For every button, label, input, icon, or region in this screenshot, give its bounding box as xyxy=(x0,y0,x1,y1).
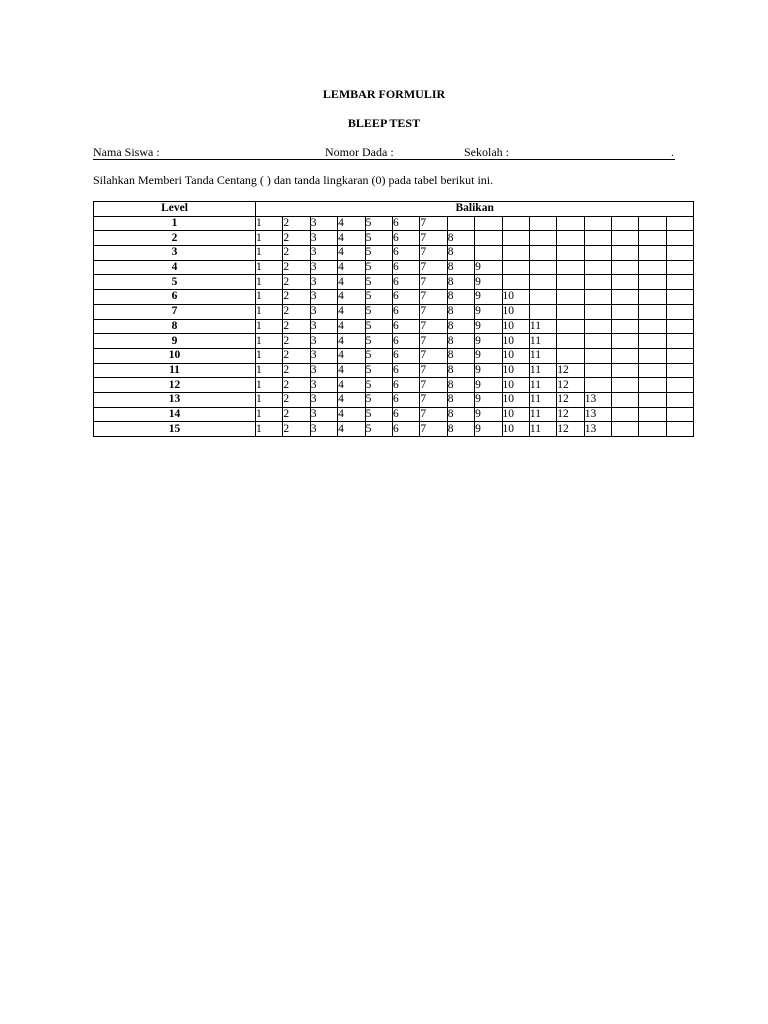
balikan-header: Balikan xyxy=(256,202,694,217)
shuttle-cell[interactable]: 9 xyxy=(475,422,502,437)
shuttle-cell[interactable]: 5 xyxy=(365,231,392,246)
empty-cell[interactable] xyxy=(666,231,694,246)
shuttle-cell[interactable]: 1 xyxy=(256,216,283,231)
empty-cell[interactable] xyxy=(612,260,639,275)
shuttle-cell[interactable]: 9 xyxy=(475,378,502,393)
empty-cell[interactable] xyxy=(666,216,694,231)
shuttle-cell[interactable]: 8 xyxy=(447,246,474,261)
table-row xyxy=(94,348,694,363)
shuttle-cell[interactable]: 10 xyxy=(502,334,529,349)
empty-cell[interactable] xyxy=(639,319,666,334)
empty-cell[interactable] xyxy=(584,246,611,261)
shuttle-cell[interactable]: 9 xyxy=(475,348,502,363)
empty-cell[interactable] xyxy=(612,231,639,246)
shuttle-cell[interactable]: 3 xyxy=(310,363,337,378)
empty-cell[interactable] xyxy=(666,422,694,437)
shuttle-cell[interactable]: 13 xyxy=(584,422,611,437)
shuttle-cell[interactable]: 2 xyxy=(283,348,310,363)
shuttle-cell[interactable]: 4 xyxy=(338,363,365,378)
empty-cell[interactable] xyxy=(584,275,611,290)
shuttle-cell[interactable]: 4 xyxy=(338,290,365,305)
empty-cell[interactable] xyxy=(612,348,639,363)
empty-cell[interactable] xyxy=(639,246,666,261)
level-cell: 10 xyxy=(94,348,256,363)
shuttle-cell[interactable]: 12 xyxy=(557,407,584,422)
shuttle-cell[interactable]: 5 xyxy=(365,392,392,407)
shuttle-cell[interactable]: 3 xyxy=(310,304,337,319)
shuttle-cell[interactable]: 6 xyxy=(392,392,419,407)
shuttle-cell[interactable]: 11 xyxy=(529,363,556,378)
shuttle-cell[interactable]: 5 xyxy=(365,363,392,378)
shuttle-cell[interactable]: 9 xyxy=(475,304,502,319)
shuttle-cell[interactable]: 8 xyxy=(447,348,474,363)
empty-cell[interactable] xyxy=(612,319,639,334)
shuttle-cell[interactable]: 9 xyxy=(475,363,502,378)
shuttle-cell[interactable]: 8 xyxy=(447,231,474,246)
empty-cell[interactable] xyxy=(612,334,639,349)
empty-cell[interactable] xyxy=(639,407,666,422)
shuttle-cell[interactable]: 2 xyxy=(283,392,310,407)
shuttle-cell[interactable]: 2 xyxy=(283,246,310,261)
shuttle-cell[interactable]: 10 xyxy=(502,319,529,334)
empty-cell[interactable] xyxy=(584,231,611,246)
empty-cell[interactable] xyxy=(666,407,694,422)
shuttle-cell[interactable]: 7 xyxy=(420,260,447,275)
empty-cell[interactable] xyxy=(639,378,666,393)
table-row xyxy=(94,334,694,349)
empty-cell[interactable] xyxy=(612,275,639,290)
shuttle-cell[interactable]: 6 xyxy=(392,275,419,290)
shuttle-cell[interactable]: 1 xyxy=(256,378,283,393)
empty-cell[interactable] xyxy=(639,260,666,275)
empty-cell[interactable] xyxy=(666,260,694,275)
shuttle-cell[interactable]: 8 xyxy=(447,304,474,319)
empty-cell[interactable] xyxy=(639,231,666,246)
level-cell: 4 xyxy=(94,260,256,275)
form-title: LEMBAR FORMULIR xyxy=(322,87,446,101)
shuttle-cell[interactable]: 12 xyxy=(557,422,584,437)
shuttle-cell[interactable]: 9 xyxy=(475,319,502,334)
empty-cell[interactable] xyxy=(447,216,474,231)
empty-cell[interactable] xyxy=(666,334,694,349)
level-cell: 8 xyxy=(94,319,256,334)
level-header: Level xyxy=(94,202,256,217)
empty-cell[interactable] xyxy=(529,216,556,231)
empty-cell[interactable] xyxy=(557,319,584,334)
empty-cell[interactable] xyxy=(612,290,639,305)
shuttle-cell[interactable]: 10 xyxy=(502,363,529,378)
empty-cell[interactable] xyxy=(475,216,502,231)
shuttle-cell[interactable]: 6 xyxy=(392,260,419,275)
shuttle-cell[interactable]: 13 xyxy=(584,392,611,407)
shuttle-cell[interactable]: 9 xyxy=(475,407,502,422)
empty-cell[interactable] xyxy=(666,275,694,290)
empty-cell[interactable] xyxy=(639,275,666,290)
empty-cell[interactable] xyxy=(502,216,529,231)
shuttle-cell[interactable]: 12 xyxy=(557,392,584,407)
empty-cell[interactable] xyxy=(502,246,529,261)
shuttle-cell[interactable]: 6 xyxy=(392,246,419,261)
shuttle-cell[interactable]: 8 xyxy=(447,392,474,407)
level-cell: 5 xyxy=(94,275,256,290)
shuttle-cell[interactable]: 6 xyxy=(392,422,419,437)
shuttle-cell[interactable]: 1 xyxy=(256,319,283,334)
shuttle-cell[interactable]: 11 xyxy=(529,319,556,334)
shuttle-cell[interactable]: 2 xyxy=(283,216,310,231)
shuttle-cell[interactable]: 1 xyxy=(256,422,283,437)
shuttle-cell[interactable]: 11 xyxy=(529,392,556,407)
shuttle-cell[interactable]: 10 xyxy=(502,422,529,437)
shuttle-cell[interactable]: 5 xyxy=(365,319,392,334)
shuttle-cell[interactable]: 1 xyxy=(256,334,283,349)
shuttle-cell[interactable]: 2 xyxy=(283,275,310,290)
empty-cell[interactable] xyxy=(612,378,639,393)
empty-cell[interactable] xyxy=(612,422,639,437)
shuttle-cell[interactable]: 3 xyxy=(310,378,337,393)
empty-cell[interactable] xyxy=(502,231,529,246)
shuttle-cell[interactable]: 8 xyxy=(447,275,474,290)
table-row xyxy=(94,260,694,275)
shuttle-cell[interactable]: 10 xyxy=(502,290,529,305)
empty-cell[interactable] xyxy=(666,246,694,261)
shuttle-cell[interactable]: 4 xyxy=(338,246,365,261)
shuttle-cell[interactable]: 7 xyxy=(420,378,447,393)
shuttle-cell[interactable]: 1 xyxy=(256,275,283,290)
shuttle-cell[interactable]: 7 xyxy=(420,363,447,378)
level-cell: 15 xyxy=(94,422,256,437)
shuttle-cell[interactable]: 6 xyxy=(392,290,419,305)
shuttle-cell[interactable]: 5 xyxy=(365,246,392,261)
shuttle-cell[interactable]: 10 xyxy=(502,392,529,407)
empty-cell[interactable] xyxy=(502,275,529,290)
shuttle-cell[interactable]: 8 xyxy=(447,290,474,305)
empty-cell[interactable] xyxy=(529,275,556,290)
level-cell: 1 xyxy=(94,216,256,231)
empty-cell[interactable] xyxy=(666,378,694,393)
shuttle-cell[interactable]: 10 xyxy=(502,304,529,319)
level-cell: 14 xyxy=(94,407,256,422)
shuttle-cell[interactable]: 3 xyxy=(310,407,337,422)
shuttle-cell[interactable]: 2 xyxy=(283,290,310,305)
shuttle-cell[interactable]: 9 xyxy=(475,392,502,407)
table-row xyxy=(94,378,694,393)
shuttle-cell[interactable]: 3 xyxy=(310,275,337,290)
empty-cell[interactable] xyxy=(557,231,584,246)
table-row xyxy=(94,231,694,246)
empty-cell[interactable] xyxy=(557,260,584,275)
shuttle-cell[interactable]: 5 xyxy=(365,290,392,305)
empty-cell[interactable] xyxy=(612,216,639,231)
empty-cell[interactable] xyxy=(557,246,584,261)
shuttle-cell[interactable]: 7 xyxy=(420,231,447,246)
shuttle-cell[interactable]: 4 xyxy=(338,319,365,334)
table-row xyxy=(94,246,694,261)
empty-cell[interactable] xyxy=(612,246,639,261)
table-row xyxy=(94,290,694,305)
shuttle-cell[interactable]: 11 xyxy=(529,422,556,437)
nama-siswa-label: Nama Siswa : xyxy=(93,145,160,159)
shuttle-cell[interactable]: 4 xyxy=(338,407,365,422)
empty-cell[interactable] xyxy=(666,290,694,305)
shuttle-cell[interactable]: 1 xyxy=(256,363,283,378)
shuttle-cell[interactable]: 3 xyxy=(310,290,337,305)
shuttle-cell[interactable]: 5 xyxy=(365,275,392,290)
table-row xyxy=(94,216,694,231)
shuttle-cell[interactable]: 9 xyxy=(475,260,502,275)
empty-cell[interactable] xyxy=(557,334,584,349)
shuttle-cell[interactable]: 12 xyxy=(557,378,584,393)
empty-cell[interactable] xyxy=(557,290,584,305)
shuttle-cell[interactable]: 2 xyxy=(283,304,310,319)
empty-cell[interactable] xyxy=(584,304,611,319)
empty-cell[interactable] xyxy=(502,260,529,275)
shuttle-cell[interactable]: 3 xyxy=(310,422,337,437)
empty-cell[interactable] xyxy=(639,334,666,349)
empty-cell[interactable] xyxy=(584,378,611,393)
empty-cell[interactable] xyxy=(584,348,611,363)
empty-cell[interactable] xyxy=(584,363,611,378)
empty-cell[interactable] xyxy=(666,304,694,319)
shuttle-cell[interactable]: 4 xyxy=(338,422,365,437)
table-row xyxy=(94,422,694,437)
shuttle-cell[interactable]: 4 xyxy=(338,275,365,290)
level-cell: 2 xyxy=(94,231,256,246)
form-subtitle: BLEEP TEST xyxy=(347,116,421,130)
shuttle-cell[interactable]: 9 xyxy=(475,334,502,349)
shuttle-cell[interactable]: 5 xyxy=(365,422,392,437)
shuttle-cell[interactable]: 1 xyxy=(256,246,283,261)
sekolah-label: Sekolah : xyxy=(464,145,509,159)
shuttle-cell[interactable]: 2 xyxy=(283,378,310,393)
empty-cell[interactable] xyxy=(584,290,611,305)
student-info-line xyxy=(93,145,675,160)
shuttle-cell[interactable]: 8 xyxy=(447,363,474,378)
empty-cell[interactable] xyxy=(584,260,611,275)
shuttle-cell[interactable]: 7 xyxy=(420,290,447,305)
empty-cell[interactable] xyxy=(557,304,584,319)
level-cell: 6 xyxy=(94,290,256,305)
shuttle-cell[interactable]: 6 xyxy=(392,378,419,393)
shuttle-cell[interactable]: 4 xyxy=(338,392,365,407)
shuttle-cell[interactable]: 6 xyxy=(392,304,419,319)
shuttle-cell[interactable]: 3 xyxy=(310,246,337,261)
shuttle-cell[interactable]: 5 xyxy=(365,216,392,231)
empty-cell[interactable] xyxy=(584,319,611,334)
table-row xyxy=(94,407,694,422)
level-cell: 12 xyxy=(94,378,256,393)
empty-cell[interactable] xyxy=(529,304,556,319)
table-header-row xyxy=(94,202,694,217)
shuttle-cell[interactable]: 2 xyxy=(283,231,310,246)
shuttle-cell[interactable]: 3 xyxy=(310,392,337,407)
shuttle-cell[interactable]: 6 xyxy=(392,363,419,378)
line-end-mark: . xyxy=(671,145,674,159)
shuttle-cell[interactable]: 8 xyxy=(447,319,474,334)
empty-cell[interactable] xyxy=(529,231,556,246)
shuttle-cell[interactable]: 8 xyxy=(447,378,474,393)
empty-cell[interactable] xyxy=(639,348,666,363)
shuttle-cell[interactable]: 7 xyxy=(420,348,447,363)
shuttle-cell[interactable]: 1 xyxy=(256,260,283,275)
table-row xyxy=(94,304,694,319)
shuttle-cell[interactable]: 1 xyxy=(256,231,283,246)
empty-cell[interactable] xyxy=(529,260,556,275)
empty-cell[interactable] xyxy=(557,348,584,363)
empty-cell[interactable] xyxy=(475,246,502,261)
empty-cell[interactable] xyxy=(639,216,666,231)
shuttle-cell[interactable]: 5 xyxy=(365,334,392,349)
shuttle-cell[interactable]: 7 xyxy=(420,216,447,231)
table-row xyxy=(94,319,694,334)
bleep-test-table xyxy=(93,201,694,437)
empty-cell[interactable] xyxy=(529,290,556,305)
shuttle-cell[interactable]: 3 xyxy=(310,319,337,334)
shuttle-cell[interactable]: 11 xyxy=(529,334,556,349)
shuttle-cell[interactable]: 3 xyxy=(310,334,337,349)
table-row xyxy=(94,392,694,407)
shuttle-cell[interactable]: 11 xyxy=(529,378,556,393)
shuttle-cell[interactable]: 9 xyxy=(475,290,502,305)
shuttle-cell[interactable]: 4 xyxy=(338,304,365,319)
shuttle-cell[interactable]: 6 xyxy=(392,231,419,246)
empty-cell[interactable] xyxy=(584,334,611,349)
shuttle-cell[interactable]: 1 xyxy=(256,392,283,407)
shuttle-cell[interactable]: 7 xyxy=(420,319,447,334)
shuttle-cell[interactable]: 2 xyxy=(283,363,310,378)
shuttle-cell[interactable]: 11 xyxy=(529,348,556,363)
shuttle-cell[interactable]: 3 xyxy=(310,348,337,363)
shuttle-cell[interactable]: 5 xyxy=(365,304,392,319)
empty-cell[interactable] xyxy=(666,319,694,334)
nomor-dada-label: Nomor Dada : xyxy=(325,145,394,159)
shuttle-cell[interactable]: 1 xyxy=(256,304,283,319)
shuttle-cell[interactable]: 2 xyxy=(283,407,310,422)
empty-cell[interactable] xyxy=(666,363,694,378)
empty-cell[interactable] xyxy=(666,348,694,363)
empty-cell[interactable] xyxy=(666,392,694,407)
level-cell: 11 xyxy=(94,363,256,378)
empty-cell[interactable] xyxy=(584,216,611,231)
shuttle-cell[interactable]: 13 xyxy=(584,407,611,422)
shuttle-cell[interactable]: 3 xyxy=(310,260,337,275)
shuttle-cell[interactable]: 1 xyxy=(256,407,283,422)
shuttle-cell[interactable]: 7 xyxy=(420,304,447,319)
empty-cell[interactable] xyxy=(612,392,639,407)
empty-cell[interactable] xyxy=(639,290,666,305)
table-row xyxy=(94,275,694,290)
shuttle-cell[interactable]: 7 xyxy=(420,275,447,290)
shuttle-cell[interactable]: 10 xyxy=(502,378,529,393)
shuttle-cell[interactable]: 8 xyxy=(447,407,474,422)
shuttle-cell[interactable]: 4 xyxy=(338,260,365,275)
shuttle-cell[interactable]: 7 xyxy=(420,246,447,261)
shuttle-cell[interactable]: 4 xyxy=(338,348,365,363)
shuttle-cell[interactable]: 3 xyxy=(310,216,337,231)
shuttle-cell[interactable]: 8 xyxy=(447,260,474,275)
level-cell: 9 xyxy=(94,334,256,349)
shuttle-cell[interactable]: 9 xyxy=(475,275,502,290)
empty-cell[interactable] xyxy=(639,363,666,378)
shuttle-cell[interactable]: 4 xyxy=(338,231,365,246)
empty-cell[interactable] xyxy=(557,275,584,290)
empty-cell[interactable] xyxy=(557,216,584,231)
shuttle-cell[interactable]: 8 xyxy=(447,422,474,437)
shuttle-cell[interactable]: 6 xyxy=(392,216,419,231)
empty-cell[interactable] xyxy=(612,363,639,378)
shuttle-cell[interactable]: 11 xyxy=(529,407,556,422)
level-cell: 7 xyxy=(94,304,256,319)
shuttle-cell[interactable]: 7 xyxy=(420,392,447,407)
level-cell: 3 xyxy=(94,246,256,261)
shuttle-cell[interactable]: 4 xyxy=(338,334,365,349)
shuttle-cell[interactable]: 2 xyxy=(283,319,310,334)
shuttle-cell[interactable]: 1 xyxy=(256,348,283,363)
shuttle-cell[interactable]: 6 xyxy=(392,407,419,422)
shuttle-cell[interactable]: 2 xyxy=(283,334,310,349)
shuttle-cell[interactable]: 4 xyxy=(338,216,365,231)
empty-cell[interactable] xyxy=(639,422,666,437)
shuttle-cell[interactable]: 6 xyxy=(392,334,419,349)
empty-cell[interactable] xyxy=(475,231,502,246)
shuttle-cell[interactable]: 10 xyxy=(502,407,529,422)
shuttle-cell[interactable]: 5 xyxy=(365,348,392,363)
shuttle-cell[interactable]: 6 xyxy=(392,348,419,363)
shuttle-cell[interactable]: 7 xyxy=(420,407,447,422)
shuttle-cell[interactable]: 1 xyxy=(256,290,283,305)
empty-cell[interactable] xyxy=(639,304,666,319)
level-cell: 13 xyxy=(94,392,256,407)
shuttle-cell[interactable]: 6 xyxy=(392,319,419,334)
shuttle-cell[interactable]: 2 xyxy=(283,260,310,275)
shuttle-cell[interactable]: 7 xyxy=(420,334,447,349)
shuttle-cell[interactable]: 7 xyxy=(420,422,447,437)
shuttle-cell[interactable]: 5 xyxy=(365,378,392,393)
empty-cell[interactable] xyxy=(612,407,639,422)
shuttle-cell[interactable]: 4 xyxy=(338,378,365,393)
table-row xyxy=(94,363,694,378)
shuttle-cell[interactable]: 5 xyxy=(365,260,392,275)
empty-cell[interactable] xyxy=(639,392,666,407)
shuttle-cell[interactable]: 2 xyxy=(283,422,310,437)
shuttle-cell[interactable]: 8 xyxy=(447,334,474,349)
shuttle-cell[interactable]: 3 xyxy=(310,231,337,246)
shuttle-cell[interactable]: 10 xyxy=(502,348,529,363)
empty-cell[interactable] xyxy=(612,304,639,319)
shuttle-cell[interactable]: 12 xyxy=(557,363,584,378)
empty-cell[interactable] xyxy=(529,246,556,261)
shuttle-cell[interactable]: 5 xyxy=(365,407,392,422)
instruction-text: Silahkan Memberi Tanda Centang ( ) dan tanda lingkaran (0) pada tabel berikut ini. xyxy=(93,173,494,187)
